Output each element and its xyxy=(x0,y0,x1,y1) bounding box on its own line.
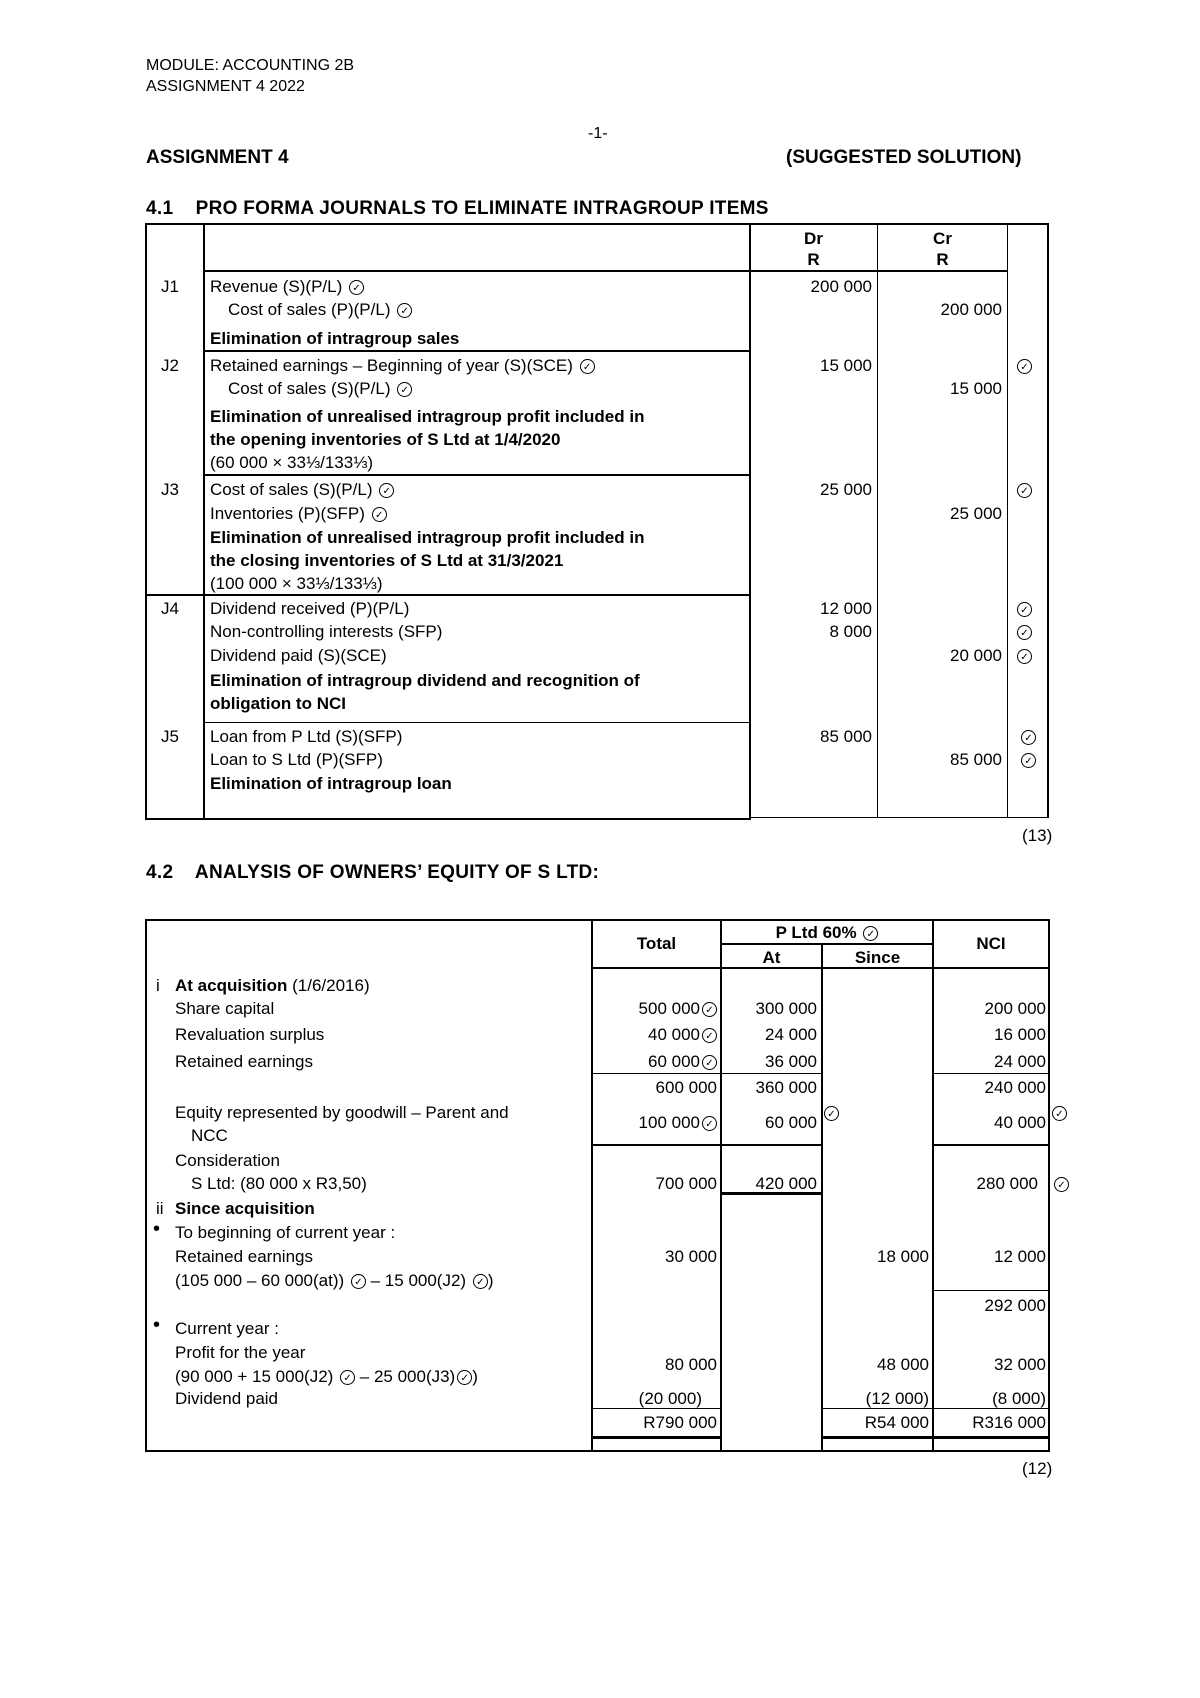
j2-cr-amount: 15 000 xyxy=(950,379,1002,398)
dividend-paid-total: (20 000) xyxy=(638,1389,702,1408)
section-4-1-heading: 4.1 PRO FORMA JOURNALS TO ELIMINATE INTRAGROUP ITEMS xyxy=(146,198,769,219)
goodwill-nci-tick xyxy=(1050,1102,1067,1123)
tick-mark-icon: ✓ xyxy=(351,1274,366,1289)
journal-id-j4: J4 xyxy=(161,599,179,618)
j3-calculation: (100 000 × 33⅓/133⅓) xyxy=(210,574,383,593)
tick-mark-icon: ✓ xyxy=(340,1370,355,1385)
j1-cr-amount: 200 000 xyxy=(940,300,1002,319)
j5-cr-amount: 85 000 xyxy=(950,750,1002,769)
at-column-header: At xyxy=(762,948,781,967)
subtotal-total: 600 000 xyxy=(655,1078,717,1097)
journal-id-j3: J3 xyxy=(161,480,179,499)
tick-mark-icon: ✓ xyxy=(457,1370,472,1385)
j2-debit-account: Retained earnings – Beginning of year (S)(SCE) ✓ xyxy=(210,355,595,376)
subtotal-at: 360 000 xyxy=(755,1078,817,1097)
dr-column-header: Dr xyxy=(804,229,823,248)
tick-mark-icon: ✓ xyxy=(1017,602,1032,617)
journal-id-j5: J5 xyxy=(161,727,179,746)
final-nci: R316 000 xyxy=(972,1413,1046,1432)
j4-narration-line1: Elimination of intragroup dividend and recognition of xyxy=(210,671,640,690)
j4-dr-amount-1: 12 000 xyxy=(820,599,872,618)
j1-narration: Elimination of intragroup sales xyxy=(210,329,460,348)
begin-label-line1: To beginning of current year : xyxy=(175,1223,396,1242)
tick-mark-icon: ✓ xyxy=(1017,359,1032,374)
revaluation-surplus-label: Revaluation surplus xyxy=(175,1025,325,1044)
section-4-2-marks: (12) xyxy=(1022,1459,1053,1478)
j1-credit-account: Cost of sales (P)(P/L) ✓ xyxy=(228,299,412,320)
dr-currency-label: R xyxy=(807,250,820,269)
tick-mark-icon: ✓ xyxy=(1017,649,1032,664)
j2-calculation: (60 000 × 33⅓/133⅓) xyxy=(210,453,374,472)
tick-mark-icon: ✓ xyxy=(702,1028,717,1043)
tick-mark-icon: ✓ xyxy=(379,483,394,498)
j3-narration-line2: the closing inventories of S Ltd at 31/3/2021 xyxy=(210,551,564,570)
module-title: MODULE: ACCOUNTING 2B xyxy=(146,57,355,74)
current-calculation: (90 000 + 15 000(J2) ✓ – 25 000(J3) ✓ ) xyxy=(175,1367,478,1386)
retained-earnings-at: 36 000 xyxy=(765,1052,817,1071)
begin-since: 18 000 xyxy=(877,1247,929,1266)
dividend-paid-label: Dividend paid xyxy=(175,1389,279,1408)
section-4-1-marks: (13) xyxy=(1022,826,1053,845)
j1-dr-amount: 200 000 xyxy=(810,277,872,296)
j5-narration: Elimination of intragroup loan xyxy=(210,774,452,793)
tick-mark-icon: ✓ xyxy=(824,1106,839,1121)
begin-total: 30 000 xyxy=(665,1247,717,1266)
j4-tick-1 xyxy=(1015,598,1032,619)
tick-mark-icon: ✓ xyxy=(372,507,387,522)
tick-mark-icon: ✓ xyxy=(349,280,364,295)
j3-credit-account: Inventories (P)(SFP) ✓ xyxy=(210,503,387,524)
j3-debit-account: Cost of sales (S)(P/L) ✓ xyxy=(210,479,394,500)
j4-cr-amount: 20 000 xyxy=(950,646,1002,665)
tick-mark-icon: ✓ xyxy=(1017,625,1032,640)
tick-mark-icon: ✓ xyxy=(1021,753,1036,768)
current-nci: 32 000 xyxy=(994,1355,1046,1374)
consideration-label: Consideration xyxy=(175,1151,280,1170)
pltd-column-header: P Ltd 60% ✓ xyxy=(722,922,932,943)
bullet-begin: • xyxy=(153,1218,161,1240)
retained-earnings-label: Retained earnings xyxy=(175,1052,313,1071)
j4-tick-2 xyxy=(1015,621,1032,642)
j4-narration-line2: obligation to NCI xyxy=(210,694,346,713)
revaluation-surplus-at: 24 000 xyxy=(765,1025,817,1044)
j2-narration-line1: Elimination of unrealised intragroup profit included in xyxy=(210,407,645,426)
page-number: -1- xyxy=(588,125,608,142)
dividend-paid-nci: (8 000) xyxy=(992,1389,1046,1408)
share-capital-total: 500 000 ✓ xyxy=(595,998,717,1019)
nci-subtotal: 292 000 xyxy=(984,1296,1046,1315)
since-column-header: Since xyxy=(854,948,901,967)
j4-debit-account-1: Dividend received (P)(P/L) xyxy=(210,599,410,618)
j3-cr-amount: 25 000 xyxy=(950,504,1002,523)
j4-tick-3 xyxy=(1015,645,1032,666)
final-total: R790 000 xyxy=(643,1413,717,1432)
tick-mark-icon: ✓ xyxy=(702,1055,717,1070)
tick-mark-icon: ✓ xyxy=(580,359,595,374)
share-capital-at: 300 000 xyxy=(755,999,817,1018)
tick-mark-icon: ✓ xyxy=(1052,1106,1067,1121)
begin-calculation: (105 000 – 60 000(at)) ✓ – 15 000(J2) ✓ ) xyxy=(175,1271,494,1290)
assignment-title: ASSIGNMENT 4 xyxy=(146,147,289,168)
since-acquisition-heading: Since acquisition xyxy=(175,1199,315,1218)
tick-mark-icon: ✓ xyxy=(1017,483,1032,498)
goodwill-nci: 40 000 xyxy=(994,1113,1046,1132)
goodwill-label-line2: NCC xyxy=(191,1126,228,1145)
goodwill-label-line1: Equity represented by goodwill – Parent and xyxy=(175,1103,509,1122)
assignment-subtitle: ASSIGNMENT 4 2022 xyxy=(146,78,305,95)
tick-mark-icon: ✓ xyxy=(1054,1177,1069,1192)
journal-id-j2: J2 xyxy=(161,356,179,375)
revaluation-surplus-total: 40 000 ✓ xyxy=(595,1024,717,1045)
consideration-total: 700 000 xyxy=(655,1174,717,1193)
tick-mark-icon: ✓ xyxy=(702,1116,717,1131)
current-total: 80 000 xyxy=(665,1355,717,1374)
j3-tick xyxy=(1015,479,1032,500)
share-capital-label: Share capital xyxy=(175,999,275,1018)
j4-debit-account-2: Non-controlling interests (SFP) xyxy=(210,622,443,641)
retained-earnings-total: 60 000 ✓ xyxy=(595,1051,717,1072)
total-column-header: Total xyxy=(636,934,677,953)
dividend-paid-since: (12 000) xyxy=(865,1389,929,1408)
j2-narration-line2: the opening inventories of S Ltd at 1/4/2020 xyxy=(210,430,561,449)
at-acquisition-heading: At acquisition (1/6/2016) xyxy=(175,976,370,995)
tick-mark-icon: ✓ xyxy=(473,1274,488,1289)
begin-label-line2: Retained earnings xyxy=(175,1247,313,1266)
consideration-at: 420 000 xyxy=(755,1174,817,1193)
tick-mark-icon: ✓ xyxy=(397,303,412,318)
section-ii-number: ii xyxy=(156,1199,164,1218)
share-capital-nci: 200 000 xyxy=(984,999,1046,1018)
j5-debit-account: Loan from P Ltd (S)(SFP) xyxy=(210,727,403,746)
cr-currency-label: R xyxy=(936,250,949,269)
bullet-current: • xyxy=(153,1314,161,1336)
j1-debit-account: Revenue (S)(P/L) ✓ xyxy=(210,276,364,297)
j5-tick-1 xyxy=(1019,726,1036,747)
j2-dr-amount: 15 000 xyxy=(820,356,872,375)
goodwill-at-tick xyxy=(822,1102,839,1123)
current-label-line1: Current year : xyxy=(175,1319,279,1338)
section-4-2-heading: 4.2 ANALYSIS OF OWNERS’ EQUITY OF S LTD: xyxy=(146,862,600,883)
j2-tick xyxy=(1015,355,1032,376)
tick-mark-icon: ✓ xyxy=(702,1002,717,1017)
retained-earnings-nci: 24 000 xyxy=(994,1052,1046,1071)
subtotal-nci: 240 000 xyxy=(984,1078,1046,1097)
current-label-line2: Profit for the year xyxy=(175,1343,306,1362)
current-since: 48 000 xyxy=(877,1355,929,1374)
revaluation-surplus-nci: 16 000 xyxy=(994,1025,1046,1044)
goodwill-total: 100 000 ✓ xyxy=(595,1112,717,1133)
j5-dr-amount: 85 000 xyxy=(820,727,872,746)
j2-credit-account: Cost of sales (S)(P/L) ✓ xyxy=(228,378,412,399)
j4-dr-amount-2: 8 000 xyxy=(829,622,872,641)
consideration-nci-tick xyxy=(1052,1173,1069,1194)
j4-credit-account: Dividend paid (S)(SCE) xyxy=(210,646,387,665)
nci-column-header: NCI xyxy=(976,934,1006,953)
tick-mark-icon: ✓ xyxy=(397,382,412,397)
j5-credit-account: Loan to S Ltd (P)(SFP) xyxy=(210,750,383,769)
j3-dr-amount: 25 000 xyxy=(820,480,872,499)
goodwill-at: 60 000 xyxy=(765,1113,817,1132)
cr-column-header: Cr xyxy=(933,229,952,248)
j5-tick-2 xyxy=(1019,749,1036,770)
consideration-detail: S Ltd: (80 000 x R3,50) xyxy=(191,1174,367,1193)
final-since: R54 000 xyxy=(864,1413,929,1432)
consideration-nci: 280 000 xyxy=(976,1174,1038,1193)
j3-narration-line1: Elimination of unrealised intragroup profit included in xyxy=(210,528,645,547)
suggested-solution-label: (SUGGESTED SOLUTION) xyxy=(786,147,1022,168)
begin-nci: 12 000 xyxy=(994,1247,1046,1266)
section-i-number: i xyxy=(156,976,160,995)
journal-id-j1: J1 xyxy=(161,277,179,296)
tick-mark-icon: ✓ xyxy=(863,926,878,941)
tick-mark-icon: ✓ xyxy=(1021,730,1036,745)
